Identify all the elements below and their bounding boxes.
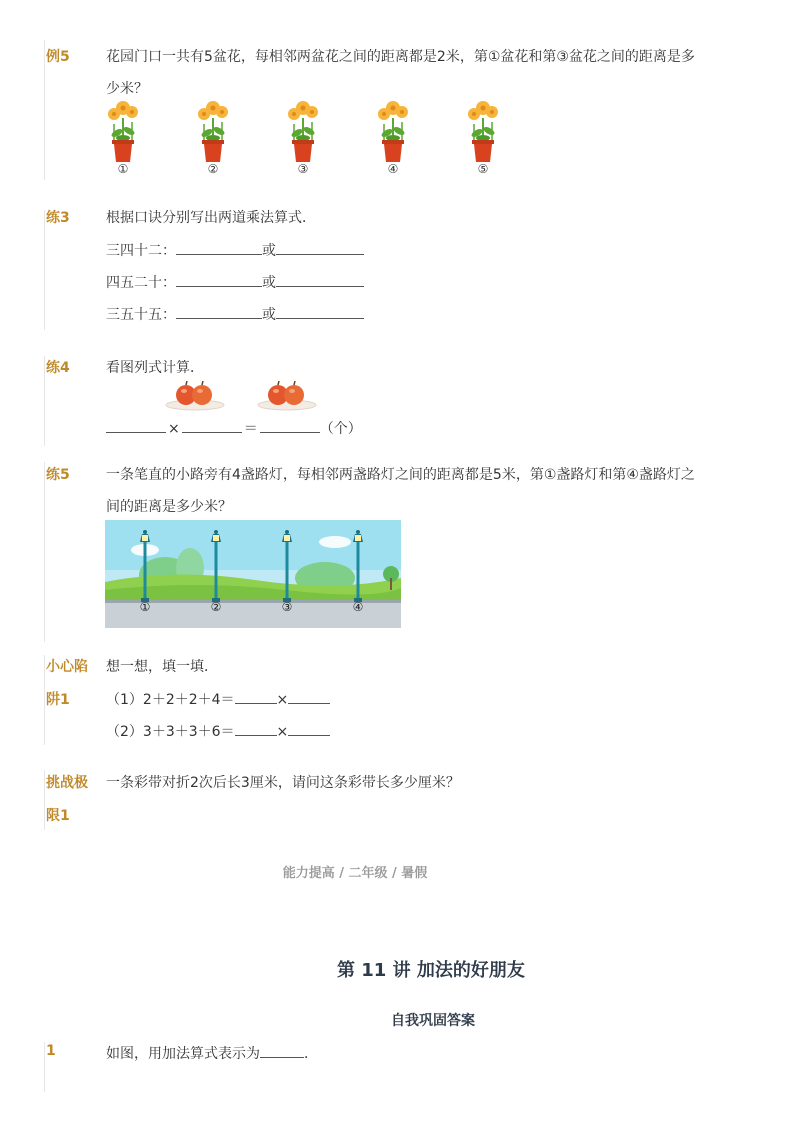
practice-5-question-line2: 间的距离是多少米？ <box>106 499 232 515</box>
apple-plate-icon <box>164 378 226 412</box>
margin-rule <box>44 655 45 745</box>
question-1-text <box>106 1043 318 1063</box>
or-text: 或 <box>262 307 276 323</box>
trap-expression: （1）2＋2＋2＋4＝ <box>106 692 235 708</box>
answer-blank[interactable] <box>288 703 330 704</box>
challenge-1-label-line2: 限1 <box>46 808 70 824</box>
answer-blank[interactable] <box>288 735 330 736</box>
answer-blank[interactable] <box>176 286 262 287</box>
question-1-label: 1 <box>46 1043 56 1059</box>
example-5-question-line1: 花园门口一共有5盆花，每相邻两盆花之间的距离都是2米，第①盆花和第③盆花之间的距离是多 <box>106 49 695 65</box>
or-text: 或 <box>262 275 276 291</box>
street-lamps-illustration <box>105 520 401 628</box>
lamp-number-label: ① <box>139 600 151 614</box>
lecture-title: 第 11 讲 加法的好朋友 <box>337 960 525 981</box>
unit-text: （个） <box>319 421 362 437</box>
margin-rule <box>44 210 45 330</box>
rhyme-row <box>106 272 364 292</box>
page-footer: 能力提高 / 二年级 / 暑假 <box>282 866 428 881</box>
times-sign: × <box>276 692 289 708</box>
equals-sign: ＝ <box>243 421 258 437</box>
trap-1-label-line1: 小心陷 <box>46 659 88 675</box>
practice-5-question-line1: 一条笔直的小路旁有4盏路灯，每相邻两盏路灯之间的距离都是5米，第①盏路灯和第④盏路灯之 <box>106 467 695 483</box>
pot-number-label: ④ <box>387 162 399 176</box>
pot-number-label: ③ <box>297 162 309 176</box>
answer-blank[interactable] <box>260 1057 304 1058</box>
answer-blank[interactable] <box>276 318 364 319</box>
answer-blank[interactable] <box>235 735 277 736</box>
pot-number-label: ① <box>117 162 129 176</box>
margin-rule <box>44 1042 45 1092</box>
or-text: 或 <box>262 243 276 259</box>
lamp-number-label: ③ <box>281 600 293 614</box>
example-5-label: 例5 <box>46 49 70 65</box>
flower-pot-icon <box>284 100 322 164</box>
practice-5-label: 练5 <box>46 467 70 483</box>
challenge-1-label-line1: 挑战极 <box>46 775 88 791</box>
pot-number-label: ② <box>207 162 219 176</box>
pot-number-label: ⑤ <box>477 162 489 176</box>
margin-rule <box>44 770 45 830</box>
flower-pot-icon <box>374 100 412 164</box>
flower-pot-icon <box>464 100 502 164</box>
practice-3-label: 练3 <box>46 210 70 226</box>
answer-section-title: 自我巩固答案 <box>391 1013 475 1029</box>
answer-blank[interactable] <box>176 318 262 319</box>
lamp-number-label: ④ <box>352 600 364 614</box>
times-sign: × <box>276 724 289 740</box>
flower-pot-icon <box>194 100 232 164</box>
practice-3-question: 根据口诀分别写出两道乘法算式． <box>106 210 316 226</box>
margin-rule <box>44 356 45 446</box>
rhyme-text: 三四十二： <box>106 243 176 259</box>
rhyme-row <box>106 240 364 260</box>
rhyme-text: 三五十五： <box>106 307 176 323</box>
rhyme-text: 四五二十： <box>106 275 176 291</box>
answer-blank[interactable] <box>176 254 262 255</box>
lamp-number-label: ② <box>210 600 222 614</box>
answer-blank[interactable] <box>260 432 320 433</box>
challenge-1-question: 一条彩带对折2次后长3厘米，请问这条彩带长多少厘米？ <box>106 775 460 791</box>
margin-rule <box>44 462 45 642</box>
rhyme-row <box>106 304 364 324</box>
practice-4-question: 看图列式计算． <box>106 360 204 376</box>
trap-1-question: 想一想，填一填． <box>106 659 218 675</box>
answer-blank[interactable] <box>276 286 364 287</box>
answer-blank[interactable] <box>235 703 277 704</box>
question-1-prefix: 如图，用加法算式表示为 <box>106 1046 260 1062</box>
answer-blank[interactable] <box>276 254 364 255</box>
flower-pot-icon <box>104 100 142 164</box>
apple-plate-icon <box>256 378 318 412</box>
answer-blank[interactable] <box>106 432 166 433</box>
trap-expression: （2）3＋3＋3＋6＝ <box>106 724 235 740</box>
answer-blank[interactable] <box>182 432 242 433</box>
trap-item <box>106 689 330 709</box>
equation-row <box>106 418 362 438</box>
trap-1-label-line2: 阱1 <box>46 692 70 708</box>
margin-rule <box>44 40 45 180</box>
trap-item <box>106 721 330 741</box>
question-1-suffix: ． <box>304 1046 318 1062</box>
practice-4-label: 练4 <box>46 360 70 376</box>
times-sign: × <box>168 421 180 437</box>
example-5-question-line2: 少米？ <box>106 81 148 97</box>
